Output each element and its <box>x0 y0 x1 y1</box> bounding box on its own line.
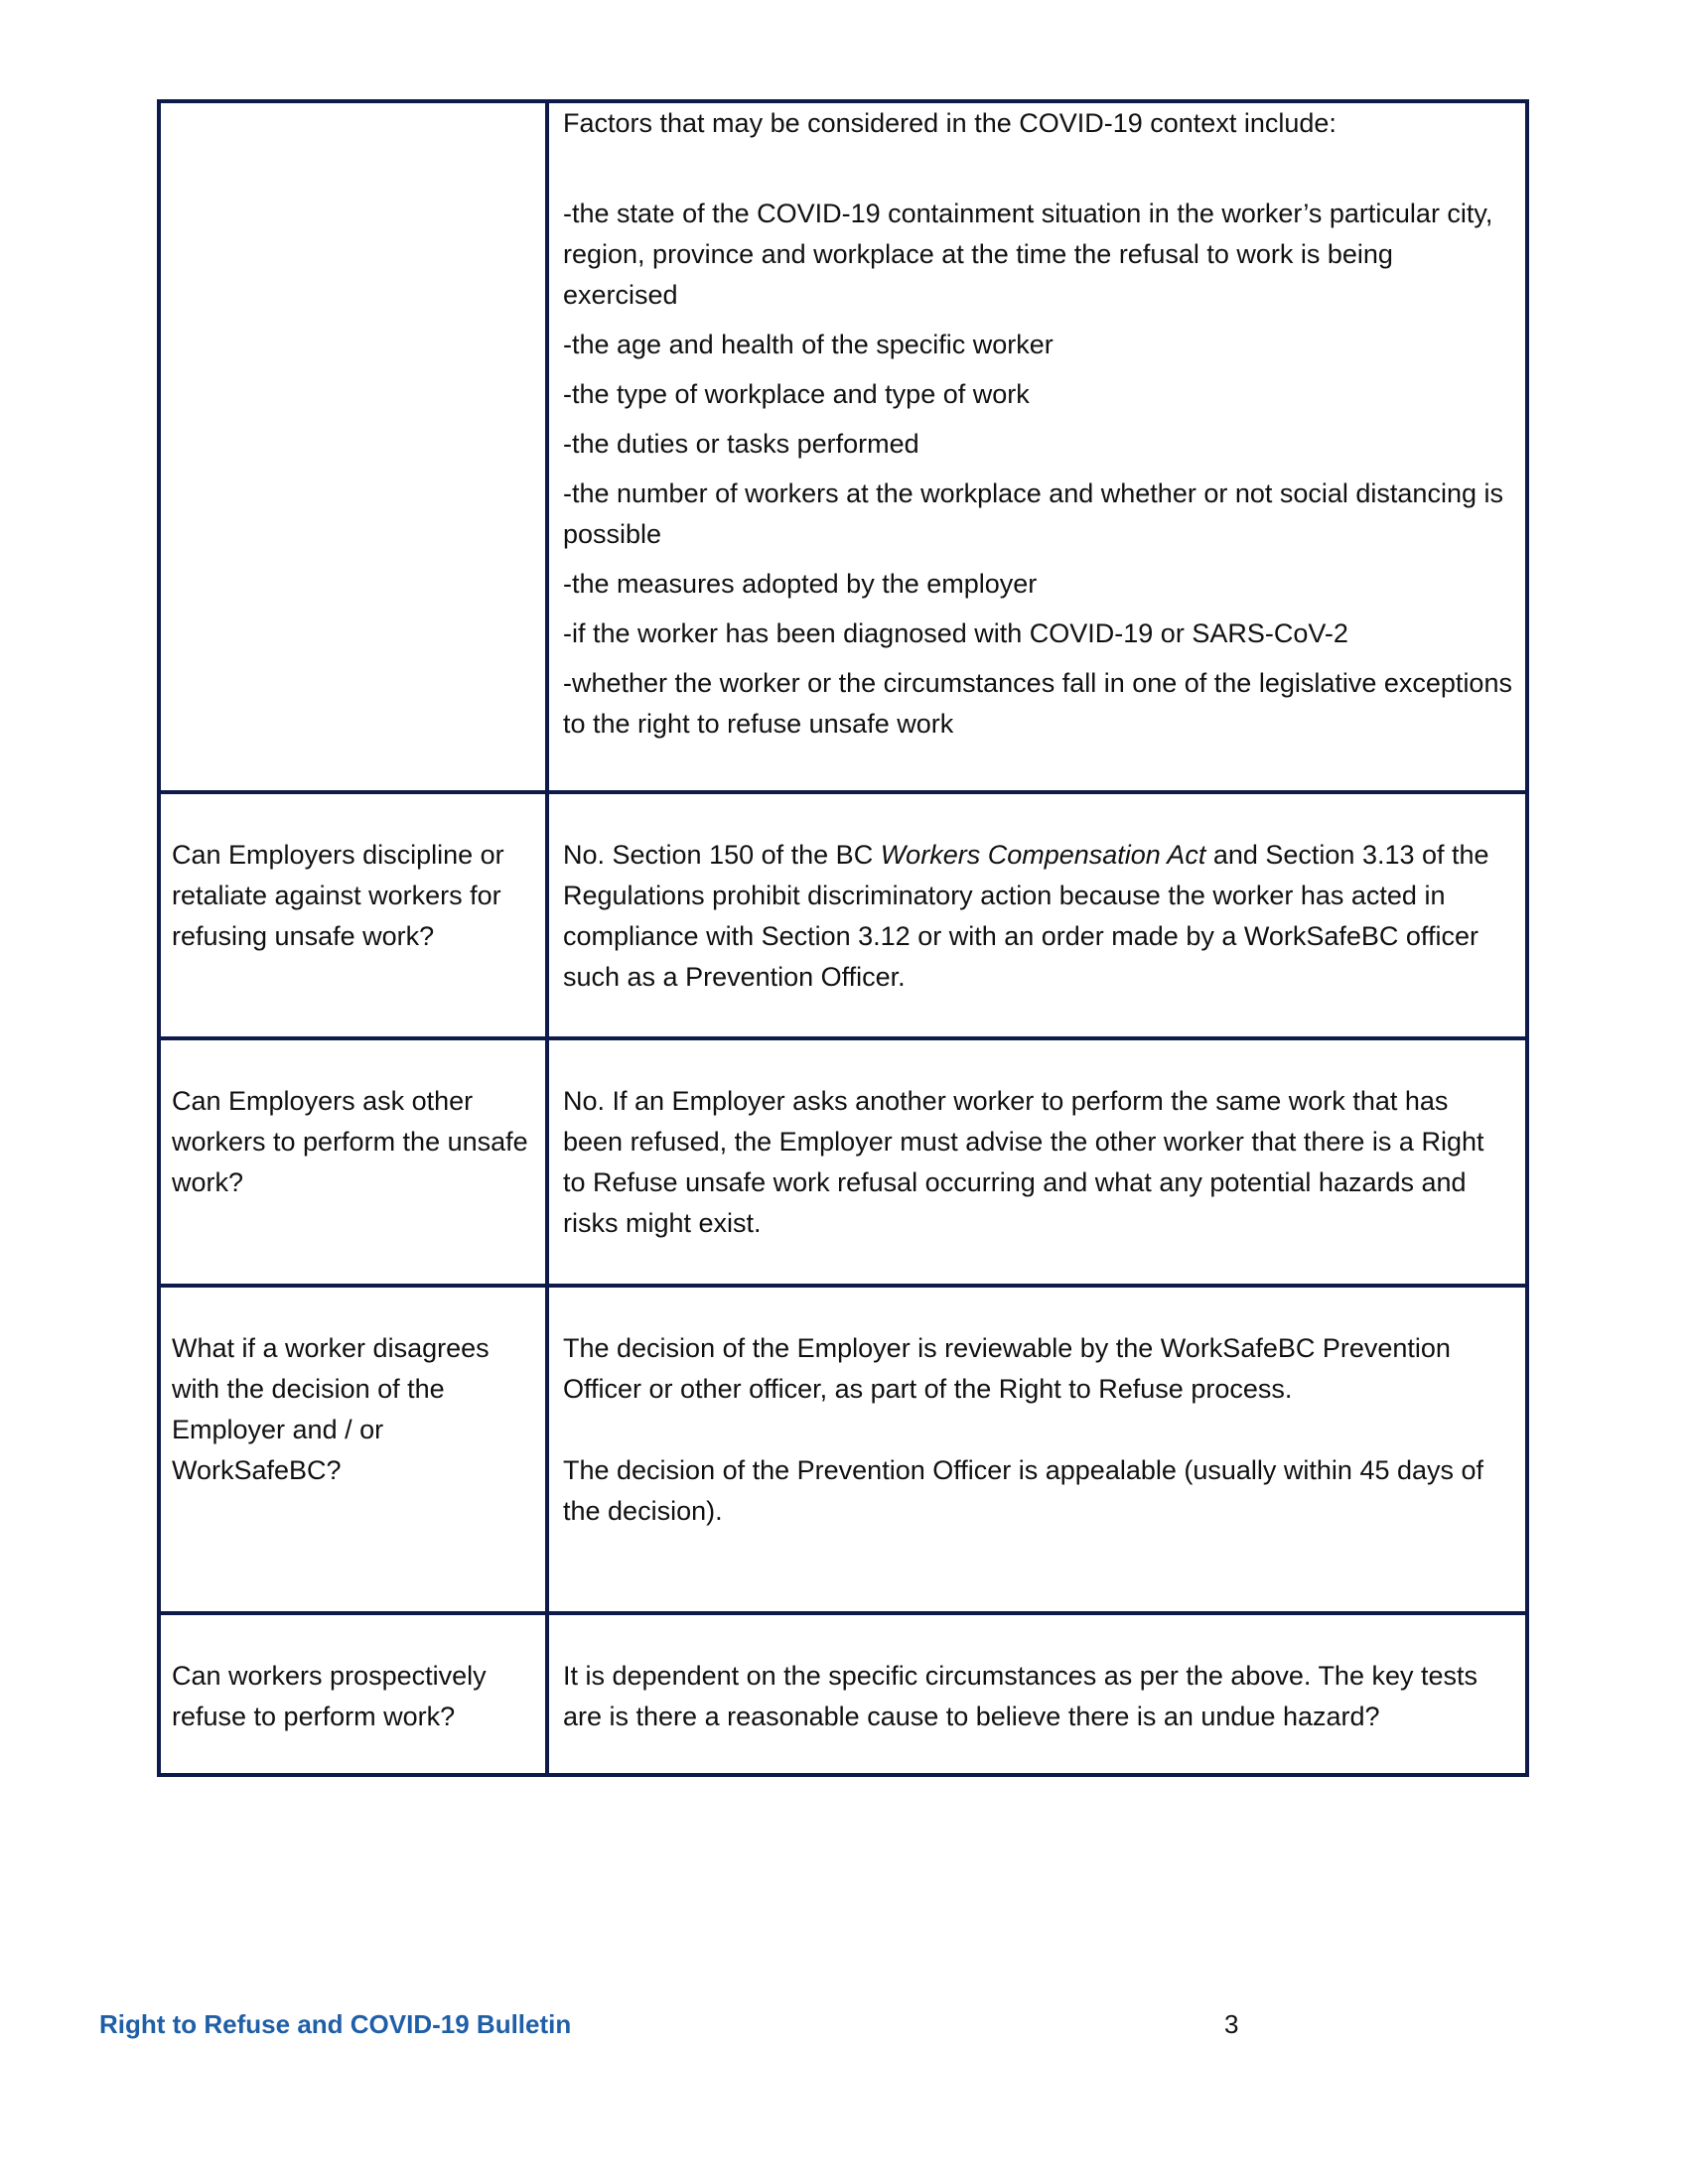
table-row <box>161 103 1525 794</box>
factor-item: -the measures adopted by the employer <box>563 569 1038 599</box>
factor-item: -the age and health of the specific worker <box>563 330 1054 359</box>
factor-item: -the state of the COVID-19 containment situation in the worker’s particular city, region, province and workplace at the time the refusal to work is being exercised <box>563 199 1493 310</box>
answer-cell <box>563 1328 1513 1532</box>
table-row <box>161 1036 1525 1288</box>
column-divider <box>545 103 549 794</box>
answer-cell: It is dependent on the specific circumstances as per the above. The key tests are is there a reasonable cause to believe there is an undue hazard? <box>563 1661 1478 1731</box>
question-cell: Can Employers discipline or retaliate against workers for refusing unsafe work? <box>172 840 504 951</box>
question-cell: Can Employers ask other workers to perform the unsafe work? <box>172 1086 528 1197</box>
table-row <box>161 790 1525 1040</box>
factor-item: -whether the worker or the circumstances fall in one of the legislative exceptions to the right to refuse unsafe work <box>563 668 1512 739</box>
question-cell: What if a worker disagrees with the decision of the Employer and / or WorkSafeBC? <box>172 1333 490 1485</box>
factor-item: -the duties or tasks performed <box>563 429 919 459</box>
answer-cell: No. If an Employer asks another worker to perform the same work that has been refused, the Employer must advise the other worker that there is a Right to Refuse unsafe work refusal occurring and what any potential hazards and risks might exist. <box>563 1086 1484 1238</box>
answer-paragraph: The decision of the Prevention Officer is appealable (usually within 45 days of the decision). <box>563 1455 1484 1526</box>
factor-item: -if the worker has been diagnosed with COVID-19 or SARS-CoV-2 <box>563 618 1348 648</box>
faq-table <box>157 99 1529 1777</box>
act-name: Workers Compensation Act <box>880 840 1206 870</box>
answer-intro: Factors that may be considered in the COVID-19 context include: <box>563 108 1336 138</box>
factor-item: -the number of workers at the workplace and whether or not social distancing is possible <box>563 478 1503 549</box>
column-divider <box>545 1615 549 1773</box>
answer-text: No. Section 150 of the BC <box>563 840 881 870</box>
answer-cell <box>563 835 1513 998</box>
column-divider <box>545 1288 549 1615</box>
column-divider <box>545 1040 549 1288</box>
question-cell: Can workers prospectively refuse to perform work? <box>172 1661 487 1731</box>
factor-item: -the type of workplace and type of work <box>563 379 1030 409</box>
answer-paragraph: The decision of the Employer is reviewable by the WorkSafeBC Prevention Officer or other officer, as part of the Right to Refuse process. <box>563 1333 1451 1404</box>
footer-title: Right to Refuse and COVID-19 Bulletin <box>99 2009 572 2039</box>
page-number: 3 <box>1224 2009 1239 2039</box>
answer-cell <box>563 103 1513 753</box>
table-row <box>161 1284 1525 1615</box>
answer-text: and Section 3.13 of the Regulations prohibit discriminatory action because the worker has acted in compliance with Section 3.12 or with an order made by a WorkSafeBC officer such as a Prevention Officer. <box>563 840 1489 992</box>
column-divider <box>545 794 549 1040</box>
table-row <box>161 1611 1525 1773</box>
